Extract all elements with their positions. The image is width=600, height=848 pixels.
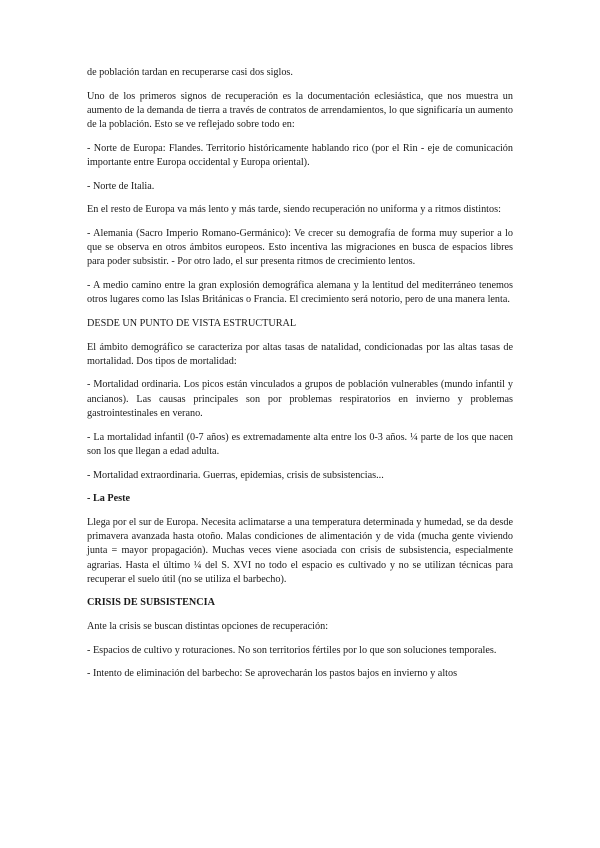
paragraph-recovery-signs: Uno de los primeros signos de recuperación es la documentación eclesiástica, que nos muestra un aumento de la demanda de tierra a través de contratos de arrendamientos, lo que significaría un aumento de la población. Esto se ve reflejado sobre todo en:	[87, 90, 513, 131]
list-item-north-europe: - Norte de Europa: Flandes. Territorio históricamente hablando rico (por el Rin - eje de comunicación importante entre Europa occidental y Europa oriental).	[87, 142, 513, 169]
list-item-extraordinary-mortality: - Mortalidad extraordinaria. Guerras, epidemias, crisis de subsistencias...	[87, 469, 384, 481]
section-heading-subsistence-crisis: CRISIS DE SUBSISTENCIA	[87, 597, 215, 609]
list-item-north-italy: - Norte de Italia.	[87, 180, 155, 192]
paragraph-continuation: de población tardan en recuperarse casi dos siglos.	[87, 67, 293, 78]
paragraph-rest-of-europe: En el resto de Europa va más lento y más tarde, siendo recuperación no uniforma y a ritmos distintos:	[87, 204, 501, 216]
list-item-fallow-elimination: - Intento de eliminación del barbecho: Se aprovecharán los pastos bajos en invierno y altos	[87, 668, 458, 680]
list-item-infant-mortality: - La mortalidad infantil (0-7 años) es extremadamente alta entre los 0-3 años. ¼ parte de los que nacen son los que llegan a edad adulta.	[87, 431, 513, 457]
paragraph-plague: Llega por el sur de Europa. Necesita aclimatarse a una temperatura determinada y humedad, se da desde primavera avanzada hasta otoño. Malas condiciones de alimentación y de vida (mucha gente viviendo junta = mayor propagación). Muchas veces viene asociada con crisis de subsistencia, especialmente agrarias. Hasta el último ¼ del S. XVI no todo el espacio es cultivado y no se utilizan técnicas para recuperar el suelo útil (no se utiliza el barbecho).	[87, 516, 513, 585]
list-item-cultivation-spaces: - Espacios de cultivo y roturaciones. No son territorios fértiles por lo que son soluciones temporales.	[87, 644, 497, 656]
list-item-middle-ground: - A medio camino entre la gran explosión demográfica alemana y la lentitud del mediterráneo tenemos otros lugares como las Islas Británicas o Francia. El crecimiento será notorio, pero de una manera lenta.	[87, 280, 513, 306]
list-item-ordinary-mortality: - Mortalidad ordinaria. Los picos están vinculados a grupos de población vulnerables (mundo infantil y ancianos). Las causas principales son por problemas respiratorios en invierno y problemas gastrointestinales en verano.	[87, 379, 513, 420]
section-heading-plague: - La Peste	[87, 493, 130, 505]
section-heading-structural: DESDE UN PUNTO DE VISTA ESTRUCTURAL	[87, 317, 297, 329]
paragraph-recovery-options: Ante la crisis se buscan distintas opciones de recuperación:	[87, 621, 329, 633]
list-item-germany: - Alemania (Sacro Imperio Romano-Germánico): Ve crecer su demografía de forma muy superior a lo que se observa en otros ámbitos europeos. Esto incentiva las migraciones en busca de espacios libres para poder subsistir. - Por otro lado, el sur presenta ritmos de crecimiento lentos.	[87, 227, 513, 268]
paragraph-demographic-scope: El ámbito demográfico se caracteriza por altas tasas de natalidad, condicionadas por las altas tasas de mortalidad. Dos tipos de mortalidad:	[87, 341, 513, 367]
